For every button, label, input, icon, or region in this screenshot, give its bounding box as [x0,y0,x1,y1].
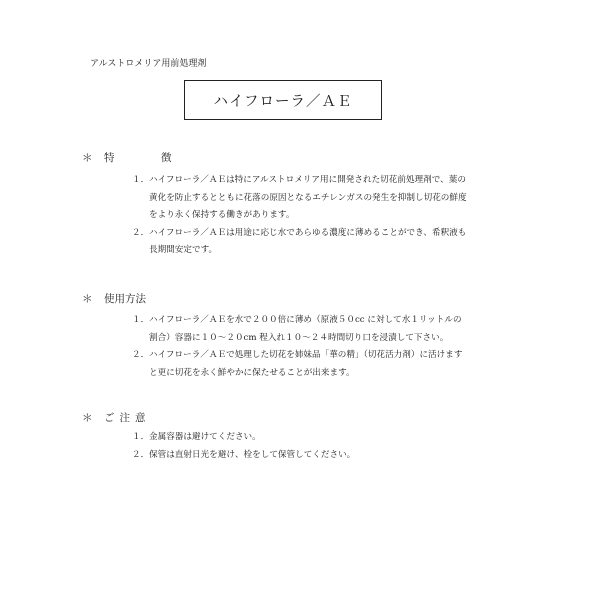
asterisk-icon: ＊ [82,411,93,424]
item-number: ２． [132,350,150,360]
section-features [82,150,542,260]
item-text-line: 長期間安定です。 [149,245,218,255]
section-title: 使用方法 [104,292,146,305]
item-text-line: と更に切花を永く鮮やかに保たせることが出来ます。 [149,367,355,378]
section-title: 特 徴 [104,151,190,164]
product-title: ハイフローラ／ＡＥ [213,93,353,110]
item-text-line: をより永く保持する働きがあります。 [149,210,295,220]
item-text-line: 保管は直射日光を避け、栓をして保管してください。 [149,449,356,460]
list-item [132,347,542,382]
section-heading [82,150,542,164]
product-category: アルストロメリア用前処理剤 [90,59,207,69]
product-title-box [184,80,382,120]
item-number: １． [132,432,150,442]
list-item [132,447,542,465]
item-text-line: 金属容器は避けてください。 [149,432,261,442]
item-number: ２． [132,449,150,460]
asterisk-icon: ＊ [82,151,93,164]
section-cautions [82,410,542,464]
section-heading [82,410,542,424]
list-item [132,225,542,260]
item-text-line: ハイフローラ／ＡＥは用途に応じ水であらゆる濃度に薄めることができ、希釈液も [149,227,467,238]
asterisk-icon: ＊ [82,292,93,305]
item-text-line: 黄化を防止するとともに花落の原因となるエチレンガスの発生を抑制し切花の鮮度 [149,192,467,203]
section-title: ご注意 [104,411,151,424]
item-text-line: ハイフローラ／ＡＥを水で２００倍に薄め（原液５０cc に対して水１リットルの [149,315,462,325]
list-item [132,312,542,347]
item-number: １． [132,175,150,185]
item-number: ２． [132,227,150,238]
item-number: １． [132,315,150,325]
list-item [132,429,542,447]
item-text-line: 割合）容器に１０～２０cm 程入れ１０～２４時間切り口を浸漬して下さい。 [149,332,449,343]
section-heading [82,291,542,305]
list-item [132,172,542,225]
item-text-line: ハイフローラ／ＡＥは特にアルストロメリア用に開発された切花前処理剤で、葉の [149,175,466,185]
item-text-line: ハイフローラ／ＡＥで処理した切花を姉妹品「華の精」（切花活力剤）に活けます [149,350,463,360]
section-usage [82,291,542,382]
